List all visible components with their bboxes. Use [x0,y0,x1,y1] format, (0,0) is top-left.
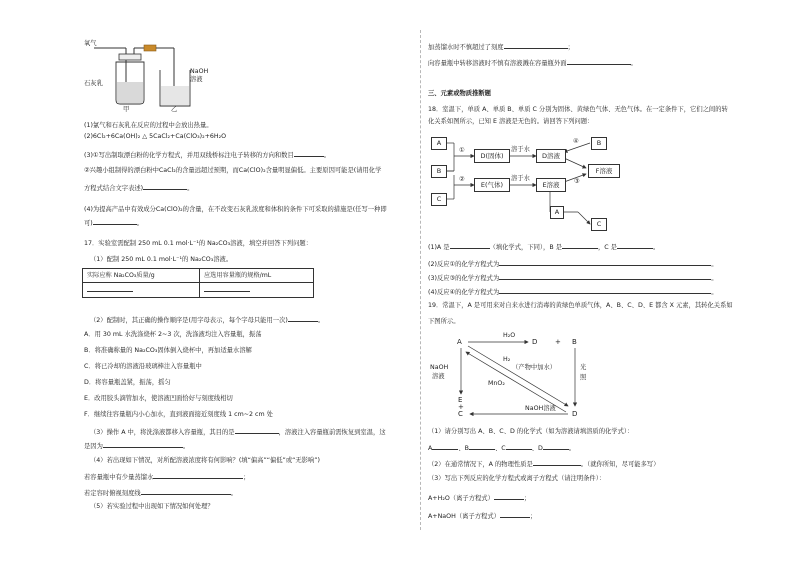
q18-answer-2: (2)反应①的化学方程式为 。 [428,261,718,268]
q16-note-2: (2)6Cl₂+6Ca(OH)₂ △ 5CaCl₂+Ca(ClO₃)₂+6H₂O [84,133,227,140]
diagram1-node-e-solution: E溶液 [536,178,566,192]
q17-sub1: （1）配制 250 mL 0.1 mol·L⁻¹的 Na₂CO₃溶液。 [90,256,233,263]
q17-sub5: （5）若实验过程中出现如下情况如何处理？ [90,503,214,510]
q16-part4-2: 可) 。 [84,220,144,227]
diagram2-mno2-label: MnO₂ [488,380,505,387]
q18-text-1: 18．室温下，单质 A、单质 B、单质 C 分别为固体、黄绿色气体、无色气体。在一定条件下，它们之间的转 [428,106,728,113]
diagram1-step-4: ④ [573,138,579,145]
diagram1-node-e-gas: E(气体) [474,178,510,192]
section-title: 三、元素或物质推断题 [428,90,491,97]
table-header-flask: 应选用容量瓶的规格/mL [200,269,314,283]
diagram1-node-d-solution: D溶液 [536,149,566,163]
diagram2-naoh-label-2: 溶液 [432,373,445,380]
diagram1-node-b2: B [591,137,607,150]
diagram1-node-a2: A [550,206,564,219]
lime-label: 石灰乳 [84,80,103,87]
diagram2-node-a: A [457,338,462,346]
q16-part4-1: (4)为提高产品中有效成分Ca(ClO)₂的含量，在不改变石灰乳浓度和体积的条件下可采取的措施是(任写一种即 [84,206,387,213]
q18-text-2: 化关系如图所示，已知 E 溶液是无色的。请回答下列问题： [428,118,594,125]
q17-sub2: （2）配制时，其正确的操作顺序是(用字母表示，每个字母只能用一次) 。 [90,317,325,324]
diagram2-naoh-label-1: NaOH [430,364,449,371]
diagram2-h2-label: H₂ [503,356,511,363]
q17-step-e: E．改用胶头滴管加水，使溶液凹面恰好与刻度线相切 [84,395,233,402]
naoh-label: NaOH [190,68,209,75]
q17-step-b: B．将准确称量的 Na₂CO₃固体倒入烧杯中，再加适量水溶解 [84,347,252,354]
table-header-mass: 实际应称 Na₂CO₃质量/g [83,269,200,283]
table-cell-mass[interactable] [83,283,200,298]
diagram2-node-d-bottom: D [572,410,578,418]
q19-text-1: 19．常温下，A 是可用来对自来水进行消毒的黄绿色单质气体，A、B、C、D、E 都含 X 元素，其转化关系如 [428,302,733,309]
q17-sub4: （4）若出现如下情况，对所配溶液浓度将有何影响？(填“偏高”“偏低”或“无影响”) [90,457,320,464]
q17-sub3: （3）操作 A 中，将洗涤液都移入容量瓶，其目的是 ，溶液注入容量瓶前需恢复到室温，这 [90,429,386,436]
diagram1-step-3: ③ [574,178,580,185]
diagram1-node-b: B [431,165,447,178]
diagram2-naoh-bottom: NaOH溶液 [525,405,556,412]
q16-note-1: (1)氯气和石灰乳在反应的过程中会放出热量。 [84,122,213,129]
diagram2-plus-top: + [555,338,561,346]
diagram2-node-e: E [458,396,463,404]
diagram2-h2-note: （产物中加水） [512,364,557,371]
q17-sub4a: 若容量瓶中有少量蒸馏水 ； [84,474,250,481]
diagram1-node-a: A [431,137,447,150]
diagram1-node-c: C [431,193,447,206]
diagram2-node-d-top: D [532,338,538,346]
q19-part3-eq2: A+NaOH（离子方程式） ； [428,513,537,520]
table-cell-flask[interactable] [200,283,314,298]
diagram1-dissolve-2: 溶于水 [511,175,530,182]
q18-answer-1: (1)A 是 （填化学式，下同），B 是 ，C 是 。 [428,244,660,251]
diagram2-plus-left: + [458,403,464,411]
naoh-solution-label: 溶液 [190,76,203,83]
column-divider [420,30,421,530]
q17-5-line2: 向容量瓶中转移溶液时不慎有溶液溅在容量瓶外面 。 [428,60,637,67]
diagram2-light-label-1: 光 [580,364,587,371]
diagram2-node-c: C [458,410,463,418]
apparatus-jia-label: 甲 [123,106,130,113]
q16-part3-2: ②兴趣小组制得的漂白粉中CaCl₂的含量远超过预期，而Ca(ClO)₂含量明显偏低。主要原因可能是(请用化学 [84,167,382,174]
q17-table [82,268,314,298]
q17-5-line1: 加蒸馏水时不慎超过了刻度 ； [428,44,574,51]
apparatus-yi-label: 乙 [171,106,178,113]
q19-part1-blanks: A 、B 、C 、D 。 [428,445,576,452]
q19-part2: （2）在通常情况下，A 的物理性质是 。（就你所知，尽可能多写） [428,461,660,468]
diagram1-step-2: ② [459,176,465,183]
diagram1-dissolve-1: 溶于水 [511,146,530,153]
diagram1-node-d-solid: D(固体) [474,149,510,163]
q17-sub3c: 是因为 。 [84,443,190,450]
q16-part3-3: 方程式结合文字表述) 。 [84,185,194,192]
q17-step-d: D．将容量瓶盖紧，振荡，摇匀 [84,379,171,386]
q19-part3: （3）写出下列反应的化学方程式或离子方程式（请注明条件）： [428,475,606,482]
diagram2-node-b: B [572,338,577,346]
oxygen-label: 氧气 [84,40,97,47]
q18-answer-3: (3)反应③的化学方程式为 。 [428,275,718,282]
diagram1-step-1: ① [459,147,465,154]
q17-title: 17．实验室需配制 250 mL 0.1 mol·L⁻¹的 Na₂CO₃溶液，填空并回答下列问题： [84,240,312,247]
apparatus-diagram [78,34,228,118]
diagram1-node-c2: C [591,218,607,231]
q18-answer-4: (4)反应④的化学方程式为 。 [428,289,718,296]
q19-part3-eq1: A+H₂O（离子方程式） ； [428,495,531,502]
q17-step-c: C．将已冷却的溶液沿玻璃棒注入容量瓶中 [84,363,202,370]
diagram2-light-label-2: 照 [580,374,587,381]
diagram1-node-f: F溶液 [588,164,620,178]
q19-part1: （1）请分别写出 A、B、C、D 的化学式（如为溶液请填溶质的化学式）： [428,428,634,435]
diagram2-h2o-label: H₂O [503,332,516,339]
q16-part3-1: (3)①写出制取漂白粉的化学方程式，并用双线桥标注电子转移的方向和数目 。 [84,152,331,159]
q17-sub4b: 若定容时俯视刻度线 。 [84,490,237,497]
q17-step-f: F．继续往容量瓶内小心加水，直到液面接近刻度线 1 cm~2 cm 处 [84,411,273,418]
q19-text-2: 下图所示。 [428,318,460,325]
q17-step-a: A．用 30 mL 水洗涤烧杯 2~3 次，洗涤液均注入容量瓶，振荡 [84,331,262,338]
